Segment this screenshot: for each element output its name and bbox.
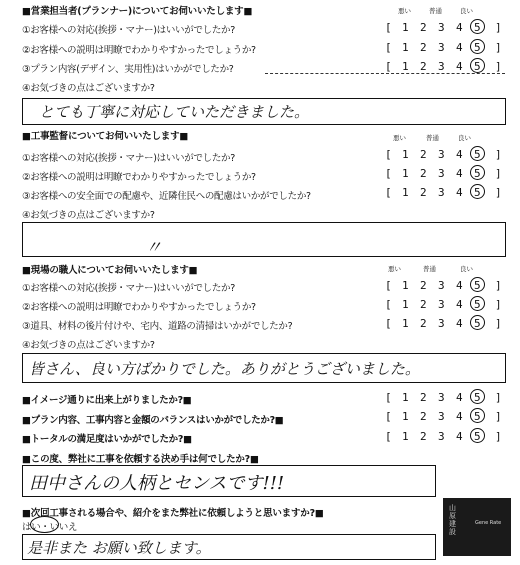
scale-option-5: 5 xyxy=(474,148,481,161)
scale-close-bracket: ] xyxy=(495,41,502,54)
selected-rating-circle xyxy=(470,296,485,311)
rating-scale xyxy=(385,60,503,74)
scale-close-bracket: ] xyxy=(495,60,502,73)
selected-rating-circle xyxy=(470,165,485,180)
scale-option-1: 1 xyxy=(402,186,409,199)
stamp-text: 山 原 建 設 xyxy=(449,504,456,536)
scale-option-1: 1 xyxy=(402,60,409,73)
scale-option-4: 4 xyxy=(456,391,463,404)
scale-option-1: 1 xyxy=(402,167,409,180)
scale-option-5: 5 xyxy=(474,391,481,404)
scale-option-5: 5 xyxy=(474,279,481,292)
scale-label-good: 良い xyxy=(460,265,473,273)
scale-option-2: 2 xyxy=(420,167,427,180)
craftsmen-comment-box xyxy=(22,353,506,383)
scale-open-bracket: [ xyxy=(385,167,392,180)
scale-close-bracket: ] xyxy=(495,167,502,180)
scale-open-bracket: [ xyxy=(385,41,392,54)
scale-option-3: 3 xyxy=(438,21,445,34)
scale-option-4: 4 xyxy=(456,148,463,161)
scale-option-1: 1 xyxy=(402,148,409,161)
scale-close-bracket: ] xyxy=(495,186,502,199)
scale-option-2: 2 xyxy=(420,430,427,443)
scale-label-normal: 普通 xyxy=(423,265,436,273)
scale-option-5: 5 xyxy=(474,410,481,423)
selected-yes-circle xyxy=(30,516,59,533)
rating-scale xyxy=(385,148,503,162)
scale-option-1: 1 xyxy=(402,21,409,34)
overall-q1: ■イメージ通りに出来上がりましたか?■ xyxy=(22,395,192,406)
craftsmen-comment-prompt: ④お気づきの点はございますか? xyxy=(22,340,155,351)
scale-open-bracket: [ xyxy=(385,298,392,311)
scale-option-2: 2 xyxy=(420,186,427,199)
scale-close-bracket: ] xyxy=(495,298,502,311)
scale-option-5: 5 xyxy=(474,430,481,443)
rating-scale xyxy=(385,167,503,181)
scale-option-1: 1 xyxy=(402,41,409,54)
scale-option-4: 4 xyxy=(456,298,463,311)
scale-option-4: 4 xyxy=(456,60,463,73)
scale-option-3: 3 xyxy=(438,298,445,311)
referral-answer: 是非また お願い致します。 xyxy=(27,539,211,557)
scale-option-3: 3 xyxy=(438,279,445,292)
craftsmen-q2: ②お客様への説明は明瞭でわかりやすかったでしょうか? xyxy=(22,302,256,313)
scale-option-1: 1 xyxy=(402,279,409,292)
scale-open-bracket: [ xyxy=(385,391,392,404)
scale-option-4: 4 xyxy=(456,317,463,330)
craftsmen-q3: ③道具、材料の後片付けや、宅内、道路の清掃はいかがでしたか? xyxy=(22,321,293,332)
scale-option-3: 3 xyxy=(438,410,445,423)
sales-comment: とても丁寧に対応していただきました。 xyxy=(39,103,310,121)
supervisor-q1: ①お客様への対応(挨拶・マナー)はいいがでしたか? xyxy=(22,153,235,164)
craftsmen-q1: ①お客様への対応(挨拶・マナー)はいいがでしたか? xyxy=(22,283,235,294)
scale-option-2: 2 xyxy=(420,410,427,423)
scale-option-1: 1 xyxy=(402,391,409,404)
referral-options-text: はい・いいえ xyxy=(22,522,78,533)
stamp-subtext: Gene Rate xyxy=(475,520,502,526)
supervisor-heading: ■工事監督についてお伺いいたします■ xyxy=(22,131,189,142)
scale-option-2: 2 xyxy=(420,148,427,161)
scale-close-bracket: ] xyxy=(495,410,502,423)
scale-option-3: 3 xyxy=(438,41,445,54)
rating-scale xyxy=(385,279,503,293)
scale-option-5: 5 xyxy=(474,167,481,180)
rating-scale xyxy=(385,21,503,35)
scale-option-2: 2 xyxy=(420,391,427,404)
scale-option-3: 3 xyxy=(438,167,445,180)
scale-option-2: 2 xyxy=(420,279,427,292)
scale-option-1: 1 xyxy=(402,298,409,311)
scale-option-3: 3 xyxy=(438,391,445,404)
selected-rating-circle xyxy=(470,39,485,54)
supervisor-comment-box xyxy=(22,222,506,257)
overall-q2: ■プラン内容、工事内容と金額のバランスはいかがでしたか?■ xyxy=(22,415,284,426)
scale-label-bad: 悪い xyxy=(393,134,406,142)
scale-option-5: 5 xyxy=(474,298,481,311)
scale-option-4: 4 xyxy=(456,279,463,292)
selected-rating-circle xyxy=(470,389,485,404)
supervisor-q3: ③お客様への安全面での配慮や、近隣住民への配慮はいかがでしたか? xyxy=(22,191,311,202)
selected-rating-circle xyxy=(470,58,485,73)
scale-open-bracket: [ xyxy=(385,148,392,161)
selected-rating-circle xyxy=(470,19,485,34)
scale-open-bracket: [ xyxy=(385,60,392,73)
referral-answer-box xyxy=(22,534,436,560)
decision-answer-box xyxy=(22,465,436,497)
selected-rating-circle xyxy=(470,184,485,199)
scale-option-2: 2 xyxy=(420,21,427,34)
rating-scale xyxy=(385,41,503,55)
scale-option-3: 3 xyxy=(438,60,445,73)
scale-option-5: 5 xyxy=(474,21,481,34)
scale-option-4: 4 xyxy=(456,21,463,34)
scale-option-4: 4 xyxy=(456,167,463,180)
scale-option-3: 3 xyxy=(438,317,445,330)
scale-option-4: 4 xyxy=(456,41,463,54)
scale-open-bracket: [ xyxy=(385,410,392,423)
scale-label-good: 良い xyxy=(458,134,471,142)
scale-close-bracket: ] xyxy=(495,391,502,404)
scale-option-5: 5 xyxy=(474,60,481,73)
rating-scale xyxy=(385,430,503,444)
sales-comment-box xyxy=(22,98,506,125)
scale-open-bracket: [ xyxy=(385,186,392,199)
sales-q2: ②お客様への説明は明瞭でわかりやすかったでしょうか? xyxy=(22,45,256,56)
rating-scale xyxy=(385,317,503,331)
scale-open-bracket: [ xyxy=(385,21,392,34)
craftsmen-comment: 皆さん、良い方ばかりでした。ありがとうございました。 xyxy=(29,360,420,378)
scale-option-5: 5 xyxy=(474,186,481,199)
scale-option-3: 3 xyxy=(438,430,445,443)
supervisor-q2: ②お客様への説明は明瞭でわかりやすかったでしょうか? xyxy=(22,172,256,183)
scale-open-bracket: [ xyxy=(385,279,392,292)
scale-open-bracket: [ xyxy=(385,430,392,443)
scale-close-bracket: ] xyxy=(495,279,502,292)
rating-scale xyxy=(385,186,503,200)
scale-label-normal: 普通 xyxy=(426,134,439,142)
scale-option-1: 1 xyxy=(402,410,409,423)
scale-option-1: 1 xyxy=(402,317,409,330)
sales-q1: ①お客様への対応(挨拶・マナー)はいいがでしたか? xyxy=(22,25,235,36)
scale-option-5: 5 xyxy=(474,317,481,330)
scale-label-normal: 普通 xyxy=(429,7,442,15)
scale-option-3: 3 xyxy=(438,186,445,199)
scale-close-bracket: ] xyxy=(495,317,502,330)
selected-rating-circle xyxy=(470,277,485,292)
overall-q3: ■トータルの満足度はいかがでしたか?■ xyxy=(22,434,192,445)
scale-close-bracket: ] xyxy=(495,430,502,443)
selected-rating-circle xyxy=(470,428,485,443)
scale-option-5: 5 xyxy=(474,41,481,54)
supervisor-comment-prompt: ④お気づきの点はございますか? xyxy=(22,210,155,221)
scale-close-bracket: ] xyxy=(495,21,502,34)
scale-option-4: 4 xyxy=(456,186,463,199)
scale-label-good: 良い xyxy=(460,7,473,15)
scale-option-2: 2 xyxy=(420,298,427,311)
decision-answer: 田中さんの人柄とセンスです!!! xyxy=(29,473,285,494)
scale-option-2: 2 xyxy=(420,60,427,73)
selected-rating-circle xyxy=(470,315,485,330)
scale-label-bad: 悪い xyxy=(398,7,411,15)
decision-heading: ■この度、弊社に工事を依頼する決め手は何でしたか?■ xyxy=(22,454,259,465)
referral-heading: ■次回工事される場合や、紹介をまた弊社に依頼しようと思いますか?■ xyxy=(22,508,324,519)
sales-q3: ③プラン内容(デザイン、実用性)はいかがでしたか? xyxy=(22,64,234,75)
scale-option-3: 3 xyxy=(438,148,445,161)
selected-rating-circle xyxy=(470,146,485,161)
scale-option-4: 4 xyxy=(456,430,463,443)
scale-open-bracket: [ xyxy=(385,317,392,330)
supervisor-comment: 〃 xyxy=(145,238,162,258)
scale-label-bad: 悪い xyxy=(388,265,401,273)
scale-option-4: 4 xyxy=(456,410,463,423)
scale-option-2: 2 xyxy=(420,317,427,330)
craftsmen-heading: ■現場の職人についてお伺いいたします■ xyxy=(22,265,198,276)
scale-option-2: 2 xyxy=(420,41,427,54)
selected-rating-circle xyxy=(470,408,485,423)
sales-comment-prompt: ④お気づきの点はございますか? xyxy=(22,83,155,94)
rating-scale xyxy=(385,410,503,424)
sales-heading: ■営業担当者(プランナー)についてお伺いいたします■ xyxy=(22,6,253,17)
company-stamp-logo xyxy=(443,498,511,556)
scale-close-bracket: ] xyxy=(495,148,502,161)
scale-option-1: 1 xyxy=(402,430,409,443)
rating-scale xyxy=(385,298,503,312)
rating-scale xyxy=(385,391,503,405)
